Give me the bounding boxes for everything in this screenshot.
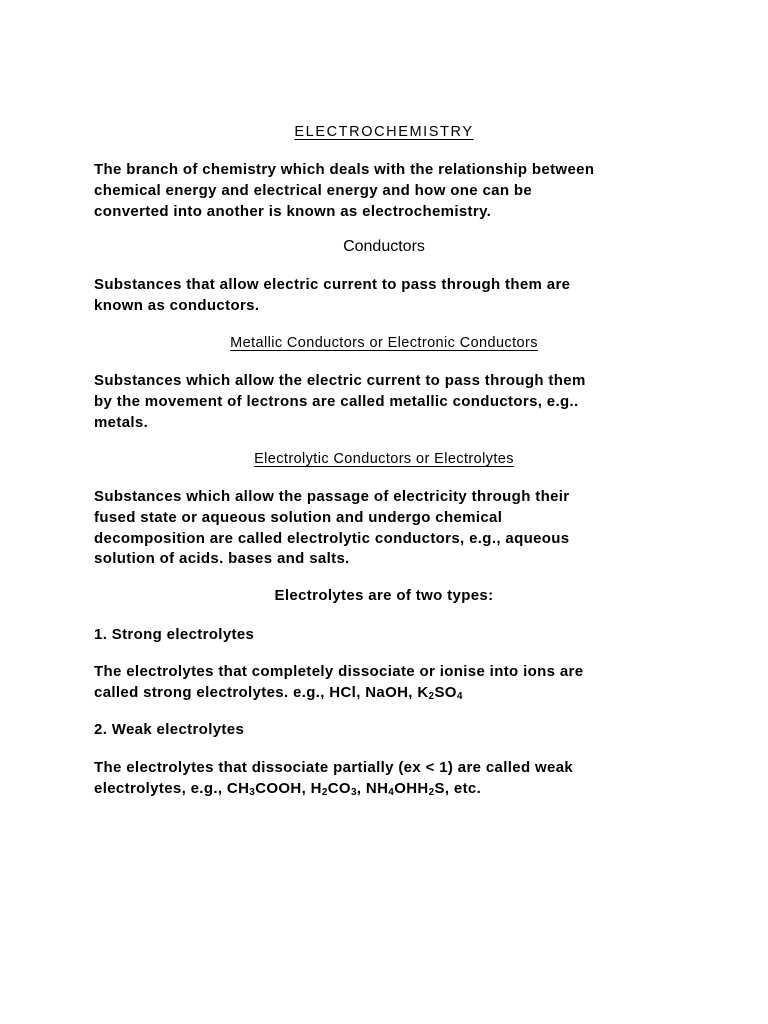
subscript: 2	[428, 786, 435, 798]
paragraph-line: Substances which allow the passage of electricity through their	[94, 488, 570, 505]
weak-electrolytes-paragraph	[94, 758, 684, 800]
paragraph-line: The branch of chemistry which deals with the relationship between	[94, 161, 595, 178]
paragraph-line: The electrolytes that dissociate partially (ex < 1) are called weak	[94, 759, 574, 776]
subscript: 2	[428, 690, 435, 702]
text-run: electrolytes, e.g., CH	[94, 779, 250, 797]
text-run: called strong electrolytes. e.g., HCl, NaOH, K	[94, 683, 429, 701]
subscript: 3	[249, 786, 256, 798]
paragraph-line: Substances which allow the electric current to pass through them	[94, 372, 586, 389]
text-run: CO	[327, 779, 351, 797]
paragraph-line: fused state or aqueous solution and undergo chemical	[94, 508, 503, 526]
strong-electrolytes-heading: 1. Strong electrolytes	[94, 626, 255, 643]
text-run: , NH	[356, 779, 389, 797]
weak-electrolytes-heading: 2. Weak electrolytes	[94, 721, 245, 738]
conductors-heading: Conductors	[343, 238, 425, 255]
paragraph-line	[94, 779, 684, 800]
conductors-paragraph	[94, 275, 684, 317]
strong-electrolytes-paragraph	[94, 662, 684, 704]
text-run: COOH, H	[255, 779, 322, 797]
paragraph-line: chemical energy and electrical energy and how one can be	[94, 181, 533, 199]
paragraph-line: The electrolytes that completely dissociate or ionise into ions are	[94, 663, 584, 680]
subscript: 4	[388, 786, 395, 798]
electrolytic-conductors-paragraph	[94, 487, 684, 570]
electrolyte-types-intro: Electrolytes are of two types:	[274, 587, 494, 604]
metallic-conductors-paragraph	[94, 371, 684, 433]
metallic-conductors-heading: Metallic Conductors or Electronic Conductors	[230, 335, 538, 351]
subscript: 4	[456, 690, 463, 702]
paragraph-line: Substances that allow electric current to pass through them are	[94, 276, 571, 293]
paragraph-line: solution of acids. bases and salts.	[94, 550, 350, 568]
paragraph-line: metals.	[94, 413, 149, 431]
paragraph-line: known as conductors.	[94, 296, 260, 314]
electrolytic-conductors-heading: Electrolytic Conductors or Electrolytes	[254, 451, 514, 467]
paragraph-line: decomposition are called electrolytic conductors, e.g., aqueous	[94, 529, 570, 547]
document-title: ELECTROCHEMISTRY	[294, 124, 474, 140]
paragraph-line: by the movement of lectrons are called metallic conductors, e.g..	[94, 392, 579, 410]
text-run: SO	[434, 683, 457, 701]
text-run: OHH	[394, 779, 429, 797]
paragraph-line	[94, 683, 684, 704]
subscript: 2	[321, 786, 328, 798]
paragraph-line: converted into another is known as electrochemistry.	[94, 202, 492, 220]
text-run: S, etc.	[434, 779, 482, 797]
subscript: 3	[350, 786, 357, 798]
intro-paragraph	[94, 160, 684, 222]
